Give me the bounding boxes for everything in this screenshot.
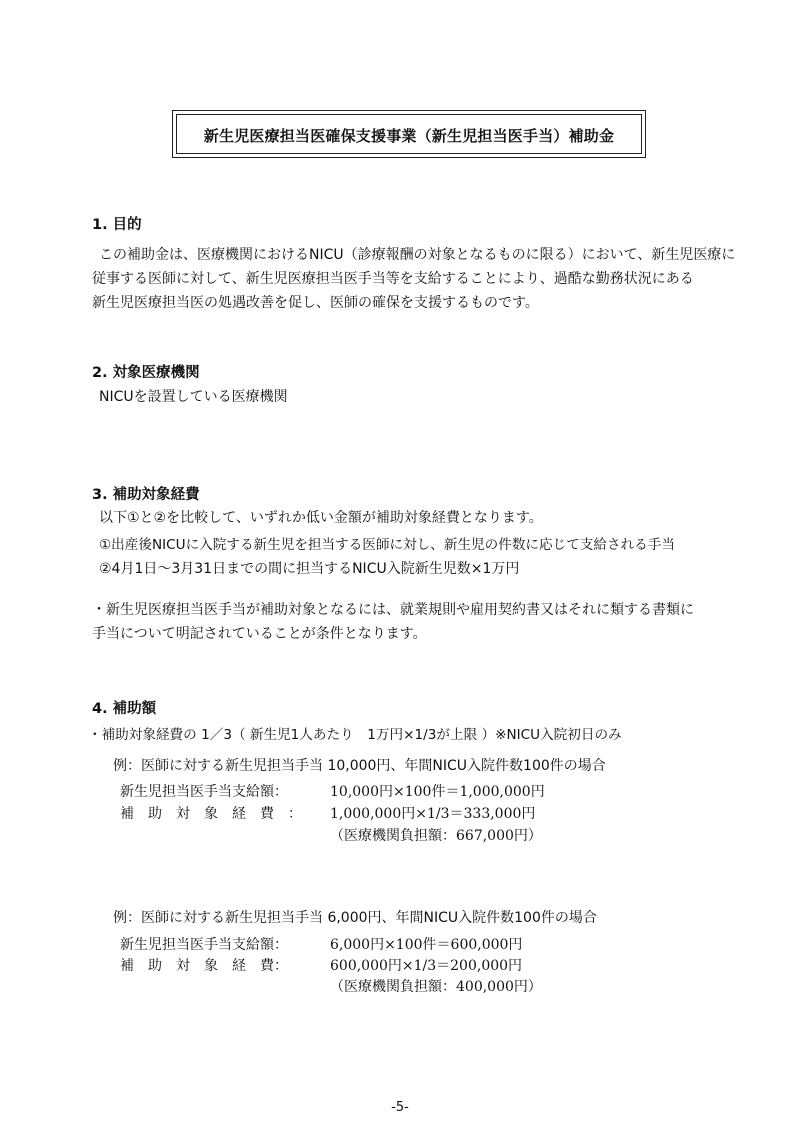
section2-body: NICUを設置している医療機関 <box>99 389 288 405</box>
example-2-value: 6,000円×100件＝600,000円 <box>330 937 523 953</box>
example-1-title: 例：医師に対する新生児担当手当 10,000円、年間NICU入院件数100件の場合 <box>113 758 606 774</box>
example-1-value: 10,000円×100件＝1,000,000円 <box>330 784 545 800</box>
example-2-value: 600,000円×1/3＝200,000円 <box>330 958 523 974</box>
example-1-label: 新生児担当医手当支給額： <box>120 784 288 800</box>
section1-heading: 1. 目的 <box>92 217 142 233</box>
section1-line: 従事する医師に対して、新生児医療担当医手当等を支給することにより、過酷な勤務状況にある <box>92 271 694 287</box>
section2-heading: 2. 対象医療機関 <box>92 365 200 381</box>
page-number: -5- <box>391 1100 409 1115</box>
example-1-value: 1,000,000円×1/3＝333,000円 <box>330 806 536 822</box>
section3-item-1: ①出産後NICUに入院する新生児を担当する医師に対し、新生児の件数に応じて支給される手当 <box>99 537 675 553</box>
example-2-hospital-share: （医療機関負担額：400,000円） <box>330 979 542 995</box>
title-box <box>172 110 646 158</box>
section3-item-2: ②4月1日～3月31日までの間に担当するNICU入院新生児数×1万円 <box>99 561 520 577</box>
section3-intro: 以下①と②を比較して、いずれか低い金額が補助対象経費となります。 <box>99 510 543 526</box>
section3-note: 手当について明記されていることが条件となります。 <box>92 626 427 642</box>
section4-heading: 4. 補助額 <box>92 701 157 717</box>
section3-heading: 3. 補助対象経費 <box>92 487 200 503</box>
example-2-label: 補 助 対 象 経 費： <box>120 958 288 974</box>
section3-note: ・新生児医療担当医手当が補助対象となるには、就業規則や雇用契約書又はそれに類する書類に <box>92 602 694 618</box>
document-title: 新生児医療担当医確保支援事業（新生児担当医手当）補助金 <box>203 127 615 145</box>
example-1-label: 補 助 対 象 経 費 ： <box>120 806 302 822</box>
section1-line: 新生児医療担当医の処遇改善を促し、医師の確保を支援するものです。 <box>92 295 539 311</box>
subsidy-rate: ・補助対象経費の 1／3（ 新生児1人あたり 1万円×1/3が上限 ）※NICU入院初日のみ <box>88 727 622 743</box>
example-2-label: 新生児担当医手当支給額： <box>120 937 288 953</box>
section1-line: この補助金は、医療機関におけるNICU（診療報酬の対象となるものに限る）において、新生児医療に <box>99 247 736 263</box>
example-2-title: 例：医師に対する新生児担当手当 6,000円、年間NICU入院件数100件の場合 <box>113 910 597 926</box>
example-1-hospital-share: （医療機関負担額：667,000円） <box>330 828 542 844</box>
